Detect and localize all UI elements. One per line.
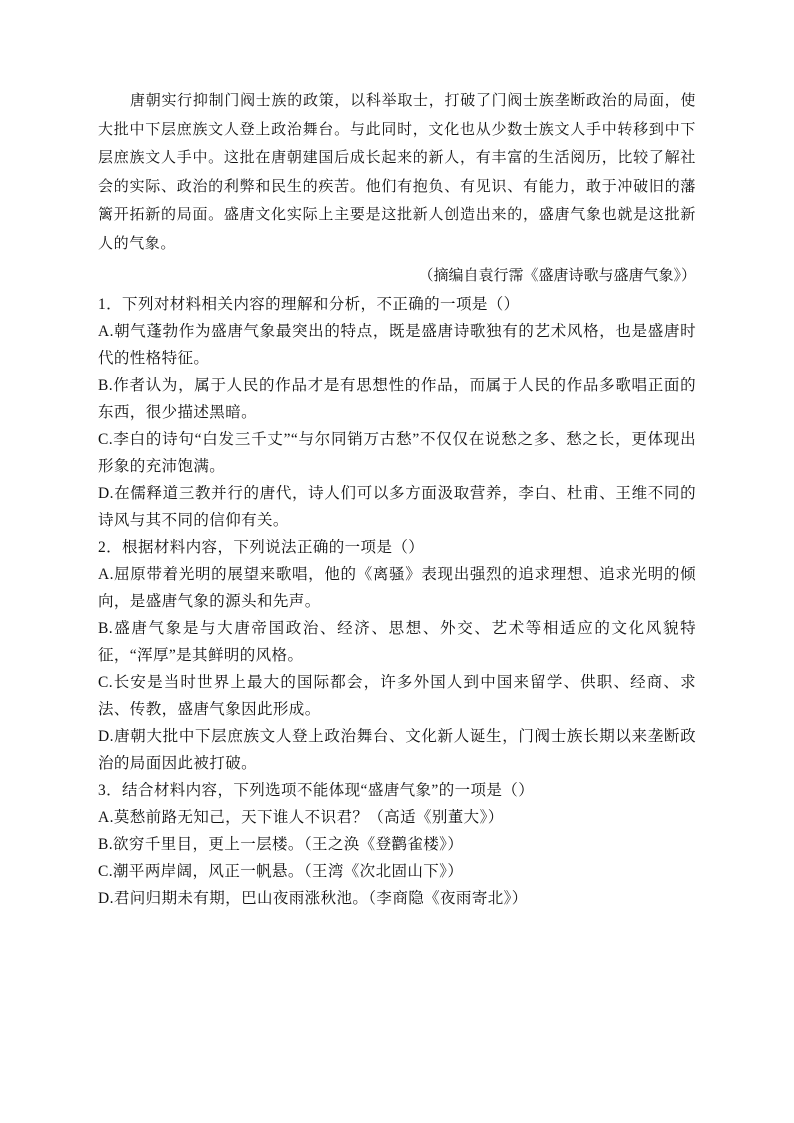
- question-stem: 1．下列对材料相关内容的理解和分析，不正确的一项是（）: [98, 296, 520, 313]
- option-b: B.作者认为，属于人民的作品才是有思想性的作品，而属于人民的作品多歌唱正面的东西，很少描述黑暗。: [98, 377, 696, 421]
- reading-passage: 唐朝实行抑制门阀士族的政策，以科举取士，打破了门阀士族垄断政治的局面，使大批中下层庶族文人登上政治舞台。与此同时，文化也从少数士族文人手中转移到中下层庶族文人手中。这批在唐朝建国后成长起来的新人，有丰富的生活阅历，比较了解社会的实际、政治的利弊和民生的疾苦。他们有抱负、有见识、有能力，敢于冲破旧的藩篱开拓新的局面。盛唐文化实际上主要是这批新人创造出来的，盛唐气象也就是这批新人的气象。: [98, 91, 696, 252]
- option-a: A.屈原带着光明的展望来歌唱，他的《离骚》表现出强烈的追求理想、追求光明的倾向，是盛唐气象的源头和先声。: [98, 566, 696, 610]
- option-d: D.在儒释道三教并行的唐代，诗人们可以多方面汲取营养，李白、杜甫、王维不同的诗风与其不同的信仰有关。: [98, 485, 696, 529]
- question-3: [98, 777, 696, 912]
- question-list: [98, 291, 696, 912]
- question-1: [98, 291, 696, 534]
- option-d: D.唐朝大批中下层庶族文人登上政治舞台、文化新人诞生，门阀士族长期以来垄断政治的局面因此被打破。: [98, 728, 696, 772]
- option-a: A.莫愁前路无知己，天下谁人不识君？（高适《别董大》）: [98, 809, 504, 826]
- option-b: B.欲穷千里目，更上一层楼。（王之涣《登鹳雀楼》）: [98, 836, 464, 853]
- question-stem: 3．结合材料内容，下列选项不能体现“盛唐气象”的一项是（）: [98, 782, 535, 799]
- option-c: C.潮平两岸阔，风正一帆悬。（王湾《次北固山下》）: [98, 863, 464, 880]
- option-d: D.君问归期未有期，巴山夜雨涨秋池。（李商隐《夜雨寄北》）: [98, 890, 528, 907]
- option-c: C.长安是当时世界上最大的国际都会，许多外国人到中国来留学、供职、经商、求法、传教，盛唐气象因此形成。: [98, 674, 696, 718]
- document-page: [98, 86, 696, 912]
- question-2: [98, 534, 696, 777]
- option-b: B.盛唐气象是与大唐帝国政治、经济、思想、外交、艺术等相适应的文化风貌特征，“浑厚”是其鲜明的风格。: [98, 620, 696, 664]
- question-stem: 2．根据材料内容，下列说法正确的一项是（）: [98, 539, 425, 556]
- source-citation: （摘编自袁行霈《盛唐诗歌与盛唐气象》）: [418, 266, 696, 284]
- option-a: A.朝气蓬勃作为盛唐气象最突出的特点，既是盛唐诗歌独有的艺术风格，也是盛唐时代的性格特征。: [98, 323, 696, 367]
- option-c: C.李白的诗句“白发三千丈”“与尔同销万古愁”不仅仅在说愁之多、愁之长，更体现出形象的充沛饱满。: [98, 431, 696, 475]
